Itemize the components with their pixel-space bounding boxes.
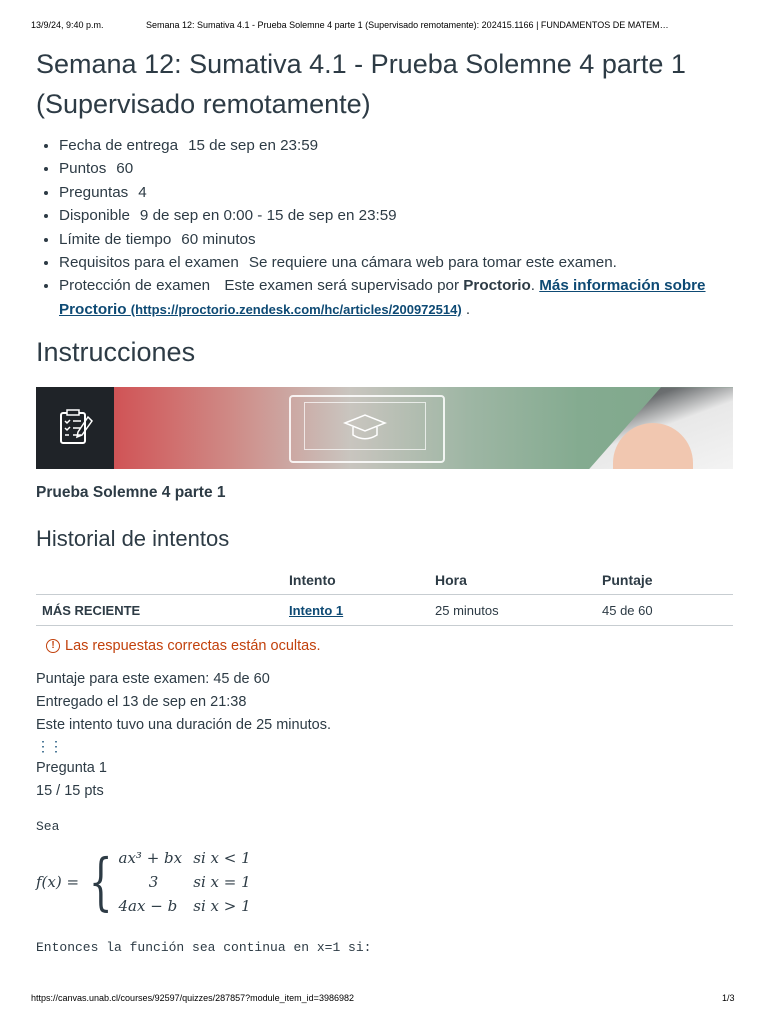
- answers-hidden-notice: [46, 638, 733, 654]
- score-cell: 45 de 60: [596, 595, 733, 626]
- detail-protection: • Protección de examen Este examen será supervisado por Proctorio. Más información sobre Proctorio (https://proctorio.zendesk.com/hc/articles/200972514) .: [59, 274, 733, 321]
- detail-label: Disponible: [59, 207, 130, 225]
- question-points: 15 / 15 pts: [36, 783, 104, 800]
- proctorio-link-url: (https://proctorio.zendesk.com/hc/articles/200972514): [130, 301, 462, 317]
- attempt-link[interactable]: Intento 1: [289, 602, 344, 618]
- detail-value: Se requiere una cámara web para tomar este examen.: [248, 254, 617, 272]
- question-intro: Sea: [36, 819, 60, 835]
- detail-label: Límite de tiempo: [59, 230, 172, 248]
- detail-time-limit: [59, 228, 733, 251]
- protection-text: Este examen será supervisado por: [224, 277, 460, 295]
- graduation-cap-icon: [304, 402, 426, 450]
- piecewise-function: [36, 846, 733, 918]
- detail-requirements: [59, 251, 733, 274]
- detail-label: Protección de examen: [59, 277, 211, 295]
- attempt-cell: [283, 595, 429, 626]
- column-header: Puntaje: [596, 566, 733, 595]
- case-expression: 4ax − b: [118, 897, 178, 916]
- print-page-title: Semana 12: Sumativa 4.1 - Prueba Solemne 4 parte 1 (Supervisado remotamente): 202415.1166 | FUNDAMENTOS DE MATEM…: [146, 20, 669, 30]
- warning-icon: !: [46, 639, 60, 653]
- function-case: [119, 894, 251, 918]
- function-case: [119, 846, 251, 870]
- table-header-row: [36, 566, 733, 595]
- question-label: Pregunta 1: [36, 760, 107, 777]
- instructions-banner: [36, 387, 733, 469]
- detail-available: [59, 204, 733, 227]
- proctorio-name: Proctorio: [463, 277, 531, 295]
- print-timestamp: 13/9/24, 9:40 p.m.: [31, 20, 104, 30]
- brace-symbol: {: [88, 845, 113, 919]
- most-recent-label: MÁS RECIENTE: [36, 595, 283, 626]
- detail-label: Puntos: [59, 160, 107, 178]
- score-summary: Puntaje para este examen: 45 de 60: [36, 671, 270, 688]
- submitted-summary: Entregado el 13 de sep en 21:38: [36, 694, 247, 711]
- detail-label: Fecha de entrega: [59, 137, 179, 154]
- quiz-name: Prueba Solemne 4 parte 1: [36, 484, 226, 502]
- case-condition: si x < 1: [193, 849, 251, 868]
- detail-due-date: [59, 134, 733, 157]
- detail-value: 9 de sep en 0:00 - 15 de sep en 23:59: [139, 207, 397, 225]
- column-header: Hora: [429, 566, 596, 595]
- function-case: [119, 870, 251, 894]
- function-cases: [119, 846, 251, 918]
- column-header: Intento: [283, 566, 429, 595]
- duration-summary: Este intento tuvo una duración de 25 minutos.: [36, 717, 332, 734]
- detail-value: 15 de sep en 23:59: [188, 137, 319, 154]
- case-expression: 3: [148, 873, 159, 892]
- detail-value: 60 minutos: [181, 230, 256, 248]
- case-condition: si x = 1: [193, 873, 251, 892]
- detail-value: 60: [116, 160, 134, 178]
- print-url: https://canvas.unab.cl/courses/92597/quizzes/287857?module_item_id=3986982: [31, 993, 354, 1003]
- detail-questions: [59, 181, 733, 204]
- attempts-table: [36, 566, 733, 626]
- column-header: [36, 566, 283, 595]
- page-number: 1/3: [722, 993, 735, 1003]
- quiz-content: [36, 40, 733, 955]
- function-name: f(x) =: [36, 873, 80, 892]
- grip-icon[interactable]: ⋮⋮: [36, 738, 62, 755]
- case-condition: si x > 1: [193, 897, 251, 916]
- quiz-details-list: [36, 134, 733, 321]
- checklist-icon: [36, 387, 114, 469]
- print-header: [0, 0, 768, 40]
- table-row: [36, 595, 733, 626]
- case-expression: ax³ + bx: [118, 849, 183, 868]
- detail-value: 4: [138, 183, 147, 201]
- quiz-title: Semana 12: Sumativa 4.1 - Prueba Solemne 4 parte 1 (Supervisado remotamente): [36, 49, 686, 119]
- detail-points: [59, 157, 733, 180]
- instructions-heading: Instrucciones: [36, 337, 196, 368]
- time-cell: 25 minutos: [429, 595, 596, 626]
- history-heading: Historial de intentos: [36, 526, 230, 552]
- notice-text: Las respuestas correctas están ocultas.: [65, 638, 321, 655]
- proctorio-link-text: Más información sobre Proctorio: [59, 277, 706, 318]
- attempt-summary: [36, 668, 733, 803]
- detail-label: Requisitos para el examen: [59, 254, 239, 272]
- detail-label: Preguntas: [59, 183, 129, 201]
- question-prompt: Entonces la función sea continua en x=1 si:: [36, 940, 372, 956]
